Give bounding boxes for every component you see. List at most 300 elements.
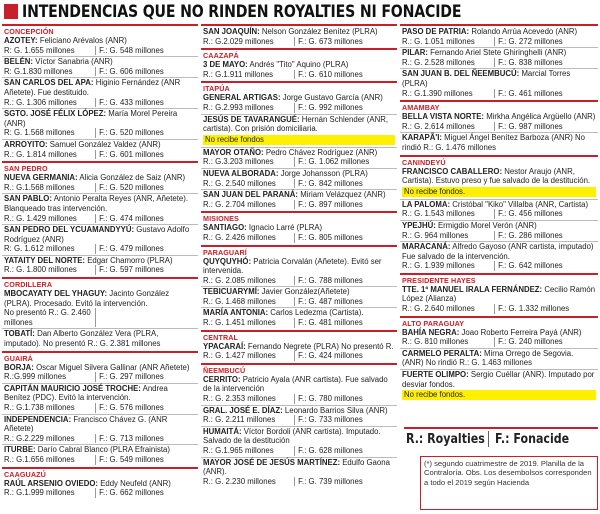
municipality-name: TTE. 1º MANUEL IRALA FERNÁNDEZ: [402, 284, 543, 294]
royalties-amount: R.: G. 1.306 millones [4, 98, 96, 108]
section [400, 316, 598, 403]
municipality-name: CAPITÁN MAURICIO JOSÉ TROCHE: [4, 383, 141, 393]
amounts-row [4, 488, 196, 498]
mayor-info: María Morel Pereira (ANR) [4, 109, 178, 128]
amounts-row [4, 183, 196, 193]
municipality-name: BELÉN: [4, 57, 34, 67]
fonacide-amount: F.: G. 1.062 millones [298, 157, 370, 167]
amounts-row [4, 455, 196, 465]
royalties-amount: R.: G. 1.051 millones [402, 37, 495, 47]
entry-line [203, 60, 395, 70]
entry-line [203, 27, 395, 37]
section-heading: CORDILLERA [4, 280, 53, 290]
entry-line [4, 36, 196, 46]
entry-line [402, 285, 596, 304]
mayor-info: Carlos Ledezma (Cartista). [270, 308, 364, 318]
entry-line [203, 308, 395, 318]
fonacide-amount: F.: G. 739 millones [298, 476, 363, 486]
fonacide-amount: F.: G. 606 millones [99, 66, 164, 76]
municipality-entry [400, 133, 598, 153]
amounts-row [402, 304, 596, 314]
entry-line [203, 257, 395, 276]
mayor-info: Nestor Araujo (ANR, Cartista). Estuvo preso y fue salvado de la destitución. [402, 166, 591, 186]
amounts-row [402, 89, 596, 99]
amounts-row [402, 37, 596, 47]
entry-line [402, 112, 596, 122]
municipality-name: BAHÍA NEGRA: [402, 327, 460, 337]
mayor-info: Nelson González Benítez (PLRA) [261, 27, 378, 36]
section [400, 155, 598, 272]
entry-line [203, 190, 395, 200]
municipality-entry [2, 445, 198, 465]
mayor-info: Jacinto González (PLRA). Procesado. Evitó la intervención. [4, 289, 170, 308]
municipality-entry [2, 194, 198, 225]
column-2 [201, 24, 397, 514]
municipality-entry [2, 329, 198, 349]
section-heading: CENTRAL [203, 332, 239, 342]
royalties-amount: R.: G. 2.704 millones [203, 200, 295, 210]
mayor-info: Javier González(Añetete) [261, 287, 350, 297]
fonacide-amount: F.: G. 610 millones [298, 69, 363, 79]
section-heading: MISIONES [203, 214, 239, 224]
amounts-row [4, 98, 196, 108]
entry-line [402, 370, 596, 389]
mayor-info: Víctor Bordoli (ANR cartista). Imputado. Salvado de la destitución [203, 426, 381, 446]
municipality-entry [2, 109, 198, 140]
royalties-amount: R.: G. 810 millones [402, 337, 495, 347]
royalties-amount: R.: G. 2.085 millones [203, 276, 295, 286]
amounts-row [203, 318, 395, 328]
royalties-amount: No presentó R.: G. 2.460 millones [4, 308, 96, 327]
mayor-info: Samuel González Valdez (ANR) [49, 139, 161, 149]
fonacide-amount: F.: G. 842 millones [298, 178, 363, 188]
amounts-row [203, 276, 395, 286]
municipality-entry [400, 370, 598, 402]
municipality-name: TOBATÍ: [4, 329, 35, 339]
royalties-amount: R.:G.999 millones [4, 372, 96, 382]
municipality-name: BORJA: [4, 362, 34, 372]
mayor-info: Pedro Chávez Rodríguez (ANR) [265, 147, 378, 157]
municipality-entry [201, 458, 397, 488]
mayor-info: Patricio Ayala (ANR cartista). Fue salvado de la intervención [203, 374, 388, 394]
municipality-entry [201, 342, 397, 362]
mayor-info: Feliciano Arévalos (ANR) [39, 36, 127, 45]
entry-line [402, 133, 596, 152]
municipality-name: BELLA VISTA NORTE: [402, 112, 485, 122]
royalties-amount: R.: G.3.203 millones [203, 157, 295, 167]
municipality-entry [2, 173, 198, 194]
section-heading: ÑEEMBUCÚ [203, 365, 246, 375]
section [201, 330, 397, 362]
mayor-info: Francisco Chávez G. (ANR Añetete) [4, 414, 168, 434]
section [201, 363, 397, 488]
fonacide-amount: F.: G. 788 millones [298, 275, 363, 285]
municipality-name: NUEVA ALBORADA: [203, 168, 279, 178]
municipality-entry [201, 257, 397, 288]
royalties-amount: R.: G.1.965 millones [203, 446, 295, 456]
municipality-entry [201, 375, 397, 406]
municipality-entry [400, 167, 598, 200]
municipality-name: QUYQUYHÓ: [203, 256, 252, 266]
entry-line [402, 69, 596, 88]
mayor-info: Dan Alberto González Vera (PLRA, imputado). No presentó R.: G. 2.381 millones [4, 329, 161, 349]
royalties-amount: R.: G.1.390 millones [402, 89, 495, 99]
fonacide-amount: F.: G. 805 millones [298, 232, 363, 242]
entry-line [402, 167, 596, 186]
municipality-entry [400, 112, 598, 133]
amounts-row [4, 265, 196, 275]
municipality-name: SAN JOAQUÍN: [203, 27, 260, 36]
fonacide-amount: F.: G. 992 millones [298, 102, 363, 112]
municipality-entry [201, 115, 397, 148]
fonacide-amount: F.: G. 433 millones [99, 97, 164, 107]
municipality-name: YATAITY DEL NORTE: [4, 255, 86, 265]
municipality-name: YPACARAÍ: [203, 341, 246, 351]
amounts-row [4, 308, 196, 327]
section-heading: ITAPÚA [203, 84, 230, 94]
entry-line [4, 225, 196, 244]
legend [404, 427, 598, 449]
fonacide-amount: F.: G. 673 millones [298, 36, 363, 46]
municipality-name: KARAPÃ'I: [402, 133, 442, 143]
entry-line [402, 48, 596, 58]
fonacide-amount: F.: G. 424 millones [298, 351, 363, 361]
amounts-row [402, 231, 596, 241]
fonacide-amount: F.: G. 987 millones [498, 121, 563, 131]
municipality-entry [2, 225, 198, 256]
municipality-entry [400, 349, 598, 370]
section-heading: CONCEPCIÓN [4, 27, 54, 36]
entry-line [4, 363, 196, 373]
mayor-info: Fernando Negrete (PLRA) No presentó R. [247, 341, 394, 351]
municipality-name: PASO DE PATRIA: [402, 27, 470, 36]
mayor-info: Fernando Ariel Stete Ghiringhelli (ANR) [430, 48, 567, 58]
header [0, 0, 600, 24]
legend-royalties: R.: Royalties [406, 431, 485, 447]
municipality-name: CARMELO PERALTA: [402, 348, 482, 358]
fonacide-amount: F.: G. 733 millones [298, 415, 363, 425]
municipality-name: GRAL. JOSÉ E. DÍAZ: [203, 405, 283, 415]
entry-line [203, 406, 395, 416]
mayor-info: Jorge Gustavo García (ANR) [282, 93, 383, 103]
municipality-name: HUMAITÁ: [203, 426, 242, 436]
royalties-amount: R.: G.2.229 millones [4, 434, 96, 444]
amounts-row [203, 233, 395, 243]
mayor-info: Eddy Neufeld (ANR) [100, 478, 171, 488]
section [400, 273, 598, 315]
municipality-name: PILAR: [402, 48, 428, 58]
municipality-entry [201, 93, 397, 114]
entry-line [4, 415, 196, 434]
mayor-info: Edgar Chamorro (PLRA) [87, 255, 173, 265]
municipality-name: YPEJHÚ: [402, 220, 436, 230]
fonacide-amount: F.: G. 272 millones [498, 36, 563, 46]
mayor-info: Marcial Torres (PLRA) [402, 69, 571, 88]
royalties-amount: R.: G. 1.427 millones [203, 351, 295, 361]
amounts-row [203, 200, 395, 210]
municipality-entry [2, 289, 198, 329]
section [2, 467, 198, 499]
municipality-entry [2, 415, 198, 446]
municipality-entry [201, 148, 397, 169]
municipality-name: MARACANÁ: [402, 242, 451, 252]
fonacide-amount: F.: G. 297 millones [99, 372, 164, 382]
municipality-entry [400, 328, 598, 349]
amounts-row [4, 46, 196, 56]
municipality-name: JESÚS DE TAVARANGUÉ: [203, 114, 300, 124]
entry-line [203, 148, 395, 158]
mayor-info: Mirkha Angélica Argüello (ANR) [486, 112, 596, 122]
royalties-amount: R.: G.1.568 millones [4, 183, 96, 193]
entry-line [203, 375, 395, 394]
amounts-row [203, 415, 395, 425]
mayor-info: Darío Cabral Blanco (PLRA Efrainista) [37, 445, 170, 455]
municipality-name: CERRITO: [203, 374, 241, 384]
mayor-info: Cecilio Ramón López (Alianza) [402, 284, 596, 304]
amounts-row [203, 477, 395, 487]
municipality-name: SAN PABLO: [4, 194, 52, 204]
municipality-entry [201, 406, 397, 427]
municipality-name: INDEPENDENCIA: [4, 414, 72, 424]
municipality-entry [201, 223, 397, 243]
royalties-amount: R.: G. 2.614 millones [402, 122, 495, 132]
legend-fonacide: F.: Fonacide [495, 431, 570, 447]
mayor-info: Jorge Johansson (PLRA) [280, 168, 368, 178]
entry-line [4, 329, 196, 348]
municipality-entry [201, 287, 397, 308]
fonacide-amount: F.: G. 481 millones [298, 318, 363, 328]
amounts-row [402, 58, 596, 68]
section [201, 245, 397, 329]
mayor-info: Cristóbal "Kiko" Villalba (ANR, Cartista) [452, 199, 589, 209]
mayor-info: Antonio Peralta Reyes (ANR, Añetete). Blanqueado tras intervención. [4, 194, 189, 213]
fonacide-amount: F.: G. 549 millones [99, 454, 164, 464]
municipality-name: SAN PEDRO DEL YCUAMANDYYÚ: [4, 225, 135, 235]
entry-line [4, 384, 196, 403]
amounts-row [402, 122, 596, 132]
entry-line [4, 194, 196, 213]
mayor-info: Ignacio Larré (PLRA) [248, 223, 323, 233]
mayor-info: Rolando Arrúa Acevedo (ANR) [471, 27, 578, 36]
entry-line [402, 349, 596, 368]
royalties-amount: R.: G.1.738 millones [4, 403, 96, 413]
mayor-info: Víctor Sanabria (ANR) [35, 57, 113, 67]
legend-divider [488, 431, 489, 447]
royalties-amount: R: G. 1.655 millones [4, 46, 96, 56]
municipality-entry [201, 169, 397, 190]
no-funds-badge: No recibe fondos [203, 135, 395, 145]
amounts-row [4, 128, 196, 138]
no-funds-badge: No recibe fondos. [402, 187, 596, 197]
fonacide-amount: F.: G. 286 millones [498, 230, 563, 240]
amounts-row [402, 337, 596, 347]
fonacide-amount: F.: G. 1.332 millones [498, 304, 570, 314]
royalties-amount: R.: G. 2.426 millones [203, 233, 295, 243]
page-title: INTENDENCIAS QUE NO RINDEN ROYALTIES NI FONACIDE [22, 2, 462, 22]
section [2, 161, 198, 276]
entry-line [203, 458, 395, 477]
municipality-entry [201, 27, 397, 47]
amounts-row [4, 403, 196, 413]
municipality-name: SANTIAGO: [203, 223, 247, 233]
amounts-row [4, 372, 196, 382]
amounts-row [203, 103, 395, 113]
municipality-name: FRANCISCO CABALLERO: [402, 166, 503, 176]
section-heading: PARAGUARÍ [203, 247, 247, 257]
mayor-info: Oscar Miguel Silvera Gallinar (ANR Añetete) [36, 362, 190, 372]
municipality-entry [2, 36, 198, 57]
fonacide-amount: F.: G. 487 millones [298, 296, 363, 306]
entry-line [4, 109, 196, 128]
fonacide-amount: F.: G. 474 millones [99, 213, 164, 223]
mayor-info: Miguel Ángel Benítez Barboza (ANR) No rindió R.: G. 1.476 millones [402, 133, 585, 152]
entry-line [203, 169, 395, 179]
section [400, 100, 598, 153]
municipality-name: MAYOR JOSÉ DE JESÚS MARTÍNEZ: [203, 457, 341, 467]
municipality-name: TEBICUARYMÍ: [203, 287, 260, 297]
municipality-entry [201, 60, 397, 80]
fonacide-amount: F.: G. 662 millones [99, 488, 164, 498]
municipality-name: FUERTE OLIMPO: [402, 370, 469, 380]
mayor-info: Andrea Benítez (PDC). Evitó la intervención. [4, 383, 168, 403]
entry-line [203, 223, 395, 233]
royalties-amount: R.: G. 1.800 millones [4, 265, 96, 275]
mayor-info: Ermigdio Morel Verón (ANR) [437, 220, 537, 230]
municipality-name: SGTO. JOSÉ FÉLIX LÓPEZ: [4, 109, 107, 119]
royalties-amount: R.: G. 964 millones [402, 231, 495, 241]
municipality-name: SAN CARLOS DEL APA: [4, 78, 94, 88]
amounts-row [4, 150, 196, 160]
royalties-amount: R: G. 1.568 millones [4, 128, 96, 138]
municipality-entry [201, 190, 397, 210]
section-heading: ALTO PARAGUAY [402, 318, 465, 328]
no-funds-badge: No recibe fondos. [402, 390, 596, 400]
royalties-amount: R.: G. 1.814 millones [4, 150, 96, 160]
section-heading: CAAZAPÁ [203, 51, 239, 61]
municipality-entry [400, 200, 598, 221]
municipality-name: SAN JUAN B. DEL ÑEEMBUCÚ: [402, 69, 520, 79]
section [2, 24, 198, 160]
section-heading: SAN PEDRO [4, 164, 48, 174]
fonacide-amount: F.: G. 713 millones [99, 433, 164, 443]
mayor-info: Edulfo Gaona (ANR). [203, 457, 390, 477]
municipality-entry [2, 140, 198, 160]
fonacide-amount: F.: G. 479 millones [99, 244, 164, 254]
municipality-name: MAYOR OTAÑO: [203, 147, 264, 157]
entry-line [4, 445, 196, 455]
royalties-amount: R.: G. 2.353 millones [203, 394, 295, 404]
amounts-row [203, 157, 395, 167]
municipality-name: SAN JUAN DEL PARANÁ: [203, 190, 299, 200]
entry-line [203, 115, 395, 134]
municipality-entry [400, 69, 598, 99]
amounts-row [203, 70, 395, 80]
royalties-amount: R.: G. 2.230 millones [203, 477, 295, 487]
royalties-amount: R: G.1.830 millones [4, 67, 96, 77]
mayor-info: Leonardo Barrios Silva (ANR) [284, 405, 388, 415]
royalties-amount: R.: G. 2.528 millones [402, 58, 495, 68]
fonacide-amount: F.: G. 838 millones [498, 57, 563, 67]
column-1 [2, 24, 198, 514]
amounts-row [4, 244, 196, 254]
mayor-info: Joao Roberto Ferreira Payá (ANR) [461, 327, 582, 337]
entry-line [203, 287, 395, 297]
fonacide-amount: F.: G. 461 millones [498, 88, 563, 98]
municipality-entry [2, 384, 198, 415]
section [2, 351, 198, 466]
fonacide-amount: F.: G. 897 millones [298, 199, 363, 209]
amounts-row [4, 214, 196, 224]
section [201, 48, 397, 80]
entry-line [402, 200, 596, 210]
amounts-row [203, 37, 395, 47]
municipality-entry [2, 78, 198, 109]
section [201, 81, 397, 210]
municipality-name: ARROYITO: [4, 139, 48, 149]
municipality-entry [2, 256, 198, 276]
royalties-amount: R.: G.2.993 millones [203, 103, 295, 113]
section [201, 211, 397, 243]
mayor-info: Alfredo Gayoso (ANR cartista, imputado) Fue salvado de la intervención. [402, 242, 594, 261]
mayor-info: Sergio Cuéllar (ANR). Imputado por desviar fondos. [402, 370, 595, 389]
mayor-info: Hernán Schlender (ANR, cartista). Con prisión domiciliaria. [203, 114, 389, 134]
title-bullet [4, 4, 18, 19]
entry-line [203, 93, 395, 103]
mayor-info: Gustavo Adolfo Rodríguez (ANR) [4, 225, 190, 244]
entry-line [4, 57, 196, 67]
section-heading: PRESIDENTE HAYES [402, 275, 476, 285]
royalties-amount: R.: G. 1.468 millones [203, 297, 295, 307]
royalties-amount: R.: G.2.029 millones [203, 37, 295, 47]
section-heading: GUAIRÁ [4, 353, 33, 363]
mayor-info: Alicia González de Saiz (ANR) [79, 173, 186, 183]
amounts-row [203, 394, 395, 404]
fonacide-amount: F.: G. 520 millones [99, 128, 164, 138]
municipality-entry [400, 242, 598, 272]
fonacide-amount: F.: G. 642 millones [498, 261, 563, 271]
municipality-entry [400, 221, 598, 242]
entry-line [203, 427, 395, 446]
entry-line [203, 342, 395, 352]
section [2, 277, 198, 350]
royalties-amount: R.: G.1.911 millones [203, 70, 295, 80]
royalties-amount: R.: G. 2.211 millones [203, 415, 295, 425]
royalties-amount: R.: G. 1.939 millones [402, 261, 495, 271]
entry-line [402, 221, 596, 231]
section-heading: CANINDEYÚ [402, 157, 446, 167]
municipality-name: AZOTEY: [4, 36, 38, 45]
municipality-entry [201, 308, 397, 328]
municipality-entry [400, 285, 598, 315]
municipality-entry [2, 363, 198, 384]
municipality-entry [2, 57, 198, 78]
municipality-entry [400, 27, 598, 48]
municipality-name: 3 DE MAYO: [203, 60, 248, 70]
mayor-info: Patricia Corvalán (Añetete). Evitó ser intervenida. [203, 256, 382, 276]
section-heading: CAAGUAZÚ [4, 469, 46, 479]
footnote: (*) segundo cuatrimestre de 2019. Planilla de la Contraloría. Obs. Los desembolsos corresponden a todo el 2019 según Hacienda [420, 456, 598, 510]
amounts-row [203, 179, 395, 189]
municipality-name: LA PALOMA: [402, 199, 451, 209]
fonacide-amount: F.: G. 576 millones [99, 403, 164, 412]
amounts-row [402, 261, 596, 271]
royalties-amount: R.: G. 2.640 millones [402, 304, 495, 314]
amounts-row [402, 209, 596, 219]
fonacide-amount: F.: G. 456 millones [498, 209, 563, 219]
entry-line [4, 289, 196, 308]
fonacide-amount: F.: G. 548 millones [99, 45, 164, 55]
municipality-name: RAÚL ARSENIO OVIEDO: [4, 478, 99, 488]
